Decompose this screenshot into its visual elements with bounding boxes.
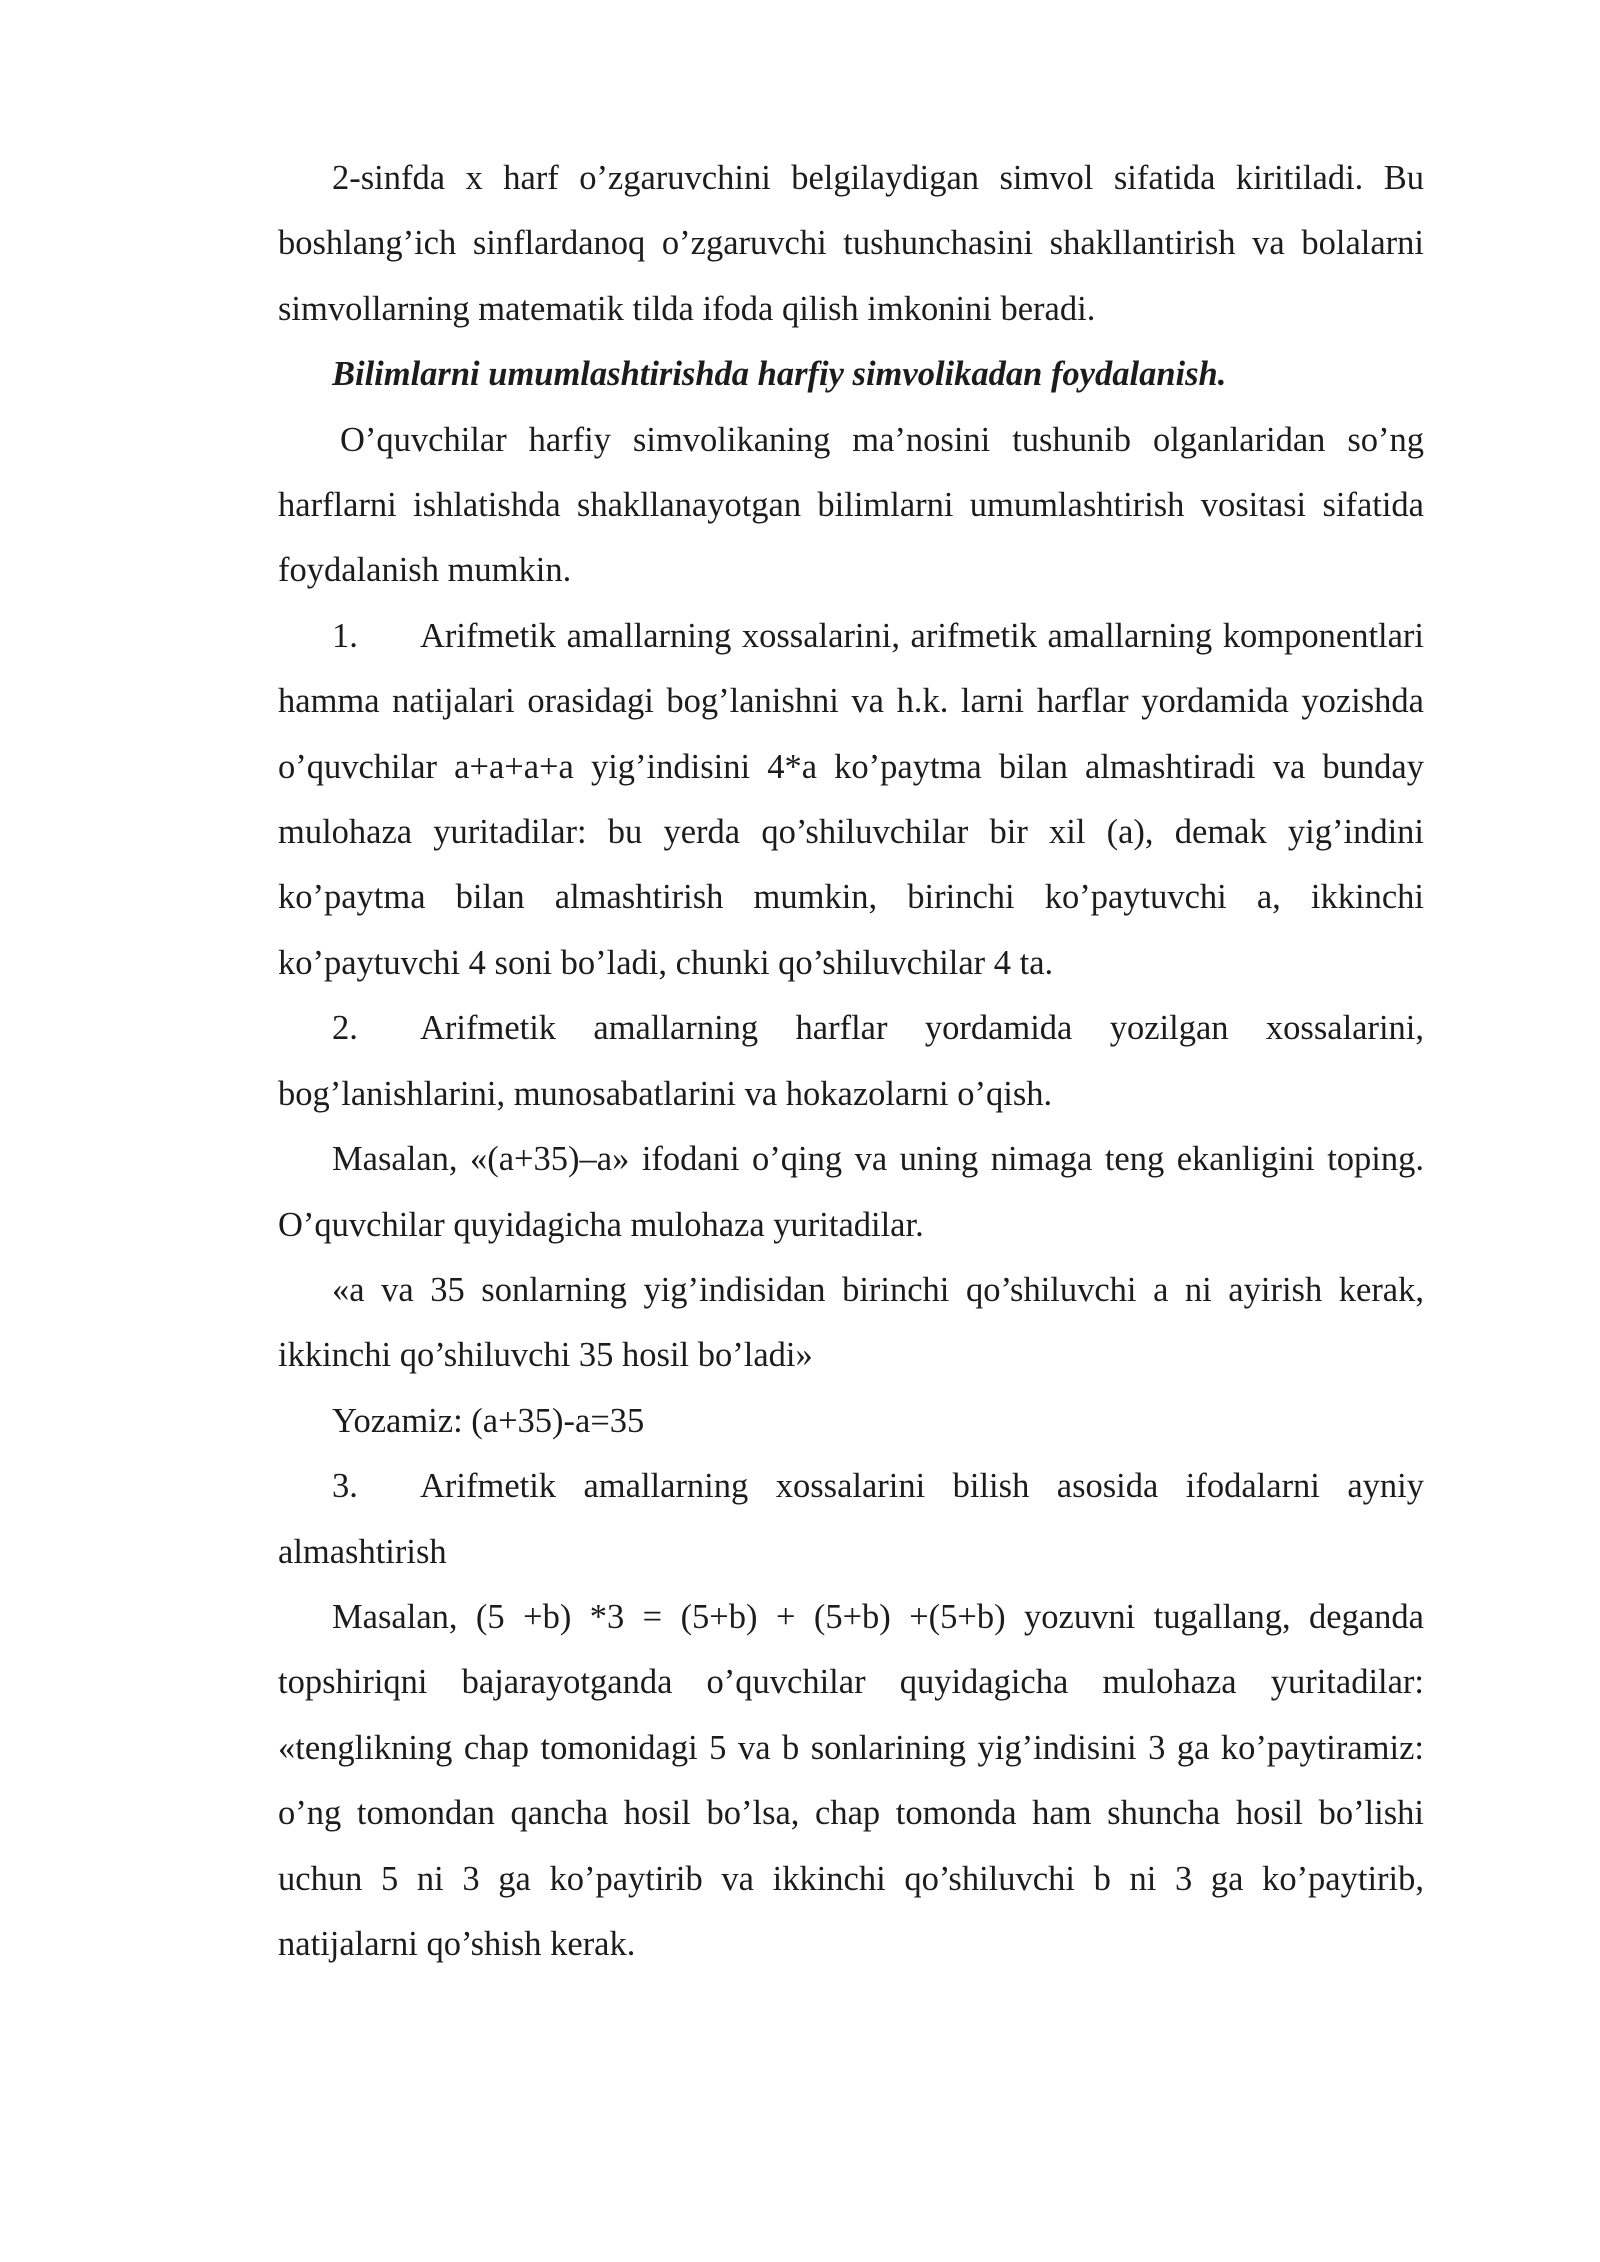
document-page (278, 146, 1424, 1977)
paragraph-example-1: Masalan, «(a+35)–a» ifodani o’qing va uning nimaga teng ekanligini toping. O’quvchilar quyidagicha mulohaza yuritadilar. (278, 1140, 1424, 1244)
paragraph-example-2: Masalan, (5 +b) *3 = (5+b) + (5+b) +(5+b) yozuvni tugallang, deganda topshiriqni bajarayotganda o’quvchilar quyidagicha mulohaza yuritadilar: «tenglikning chap tomonidagi 5 va b sonlarining yig’indisini 3 ga ko’paytiramiz: o’ng tomondan qancha hosil bo’lsa, chap tomonda ham shuncha hosil bo’lishi uchun 5 ni 3 ga ko’paytirib va ikkinchi qo’shiluvchi b ni 3 ga ko’paytirib, natijalarni qo’shish kerak. (278, 1597, 1424, 1963)
list-item-1 (278, 604, 1424, 996)
list-number-3: 3. (332, 1467, 358, 1506)
paragraph-formula: Yozamiz: (a+35)-a=35 (332, 1401, 645, 1440)
paragraph-generalization: O’quvchilar harfiy simvolikaning ma’nosini tushunib olganlaridan so’ng harflarni ishlatishda shakllanayotgan bilimlarni umumlashtirish vositasi sifatida foydalanish mumkin. (278, 420, 1424, 590)
list-item-3 (278, 1454, 1424, 1585)
paragraph-quote: «a va 35 sonlarning yig’indisidan birinchi qo’shiluvchi a ni ayirish kerak, ikkinchi qo’shiluvchi 35 hosil bo’ladi» (278, 1270, 1424, 1375)
list-text-3: Arifmetik amallarning xossalarini bilish asosida ifodalarni ayniy almashtirish (278, 1467, 1424, 1571)
list-text-1: Arifmetik amallarning xossalarini, arifmetik amallarning komponentlari hamma natijalari orasidagi bog’lanishni va h.k. larni harflar yordamida yozishda o’quvchilar a+a+a+a yig’indisini 4*a ko’paytma bilan almashtiradi va bunday mulohaza yuritadilar: bu yerda qo’shiluvchilar bir xil (a), demak yig’indini ko’paytma bilan almashtirish mumkin, birinchi ko’paytuvchi a, ikkinchi ko’paytuvchi 4 soni bo’ladi, chunki qo’shiluvchilar 4 ta. (278, 616, 1424, 982)
list-item-2 (278, 996, 1424, 1127)
list-text-2: Arifmetik amallarning harflar yordamida yozilgan xossalarini, bog’lanishlarini, munosabatlarini va hokazolarni o’qish. (278, 1009, 1424, 1113)
list-number-1: 1. (332, 616, 358, 655)
list-number-2: 2. (332, 1009, 358, 1048)
section-heading: Bilimlarni umumlashtirishda harfiy simvolikadan foydalanish. (332, 355, 1227, 394)
paragraph-intro: 2-sinfda x harf o’zgaruvchini belgilaydigan simvol sifatida kiritiladi. Bu boshlang’ich sinflardanoq o’zgaruvchi tushunchasini shakllantirish va bolalarni simvollarning matematik tilda ifoda qilish imkonini beradi. (278, 159, 1424, 328)
